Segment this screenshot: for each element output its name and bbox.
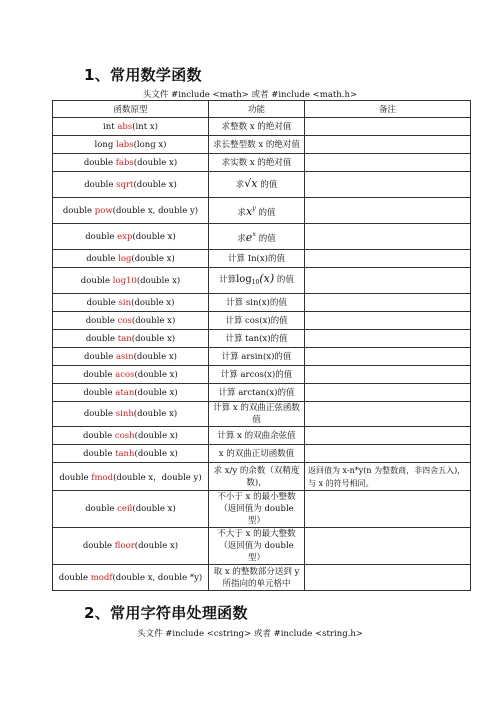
function-name: exp [117,231,133,242]
cell-prototype: double floor(double x) [53,528,209,565]
cell-prototype: double sinh(double x) [53,402,209,427]
function-name: ceil [117,504,133,514]
cell-note [305,268,471,294]
section-1-title: 1、常用数学函数 [84,66,202,84]
cell-prototype: double fmod(double x，double y) [53,463,209,491]
table-row [53,491,471,528]
cell-note [305,402,471,427]
cell-note [305,198,471,224]
cell-note [305,224,471,250]
cell-note [305,366,471,384]
function-name: log [118,253,132,264]
cell-note [305,348,471,366]
cell-function: 计算 In(x)的值 [209,250,305,268]
table-row [53,330,471,348]
function-name: sqrt [116,179,134,190]
function-name: tan [117,333,132,344]
cell-prototype: long labs(long x) [53,136,209,154]
cell-function: x 的双曲正切函数值 [209,445,305,463]
cell-function [209,268,305,294]
header-prototype: 函数原型 [53,101,209,118]
cell-function: 不小于 x 的最小整数（返回值为 double 型） [209,491,305,528]
cell-function: 计算 arsin(x)的值 [209,348,305,366]
cell-prototype: double log(double x) [53,250,209,268]
cell-prototype: double log10(double x) [53,268,209,294]
section-1-caption: 头文件 #include <math> 或者 #include <math.h> [142,90,358,100]
cell-function [209,198,305,224]
table-row [53,565,471,591]
cell-prototype: double asin(double x) [53,348,209,366]
cell-prototype: int abs(int x) [53,118,209,136]
function-name: cos [117,315,132,326]
cell-note [305,528,471,565]
table-row [53,294,471,312]
cell-note [305,330,471,348]
table-row [53,348,471,366]
table-row [53,268,471,294]
cell-prototype: double acos(double x) [53,366,209,384]
cell-prototype: double exp(double x) [53,224,209,250]
section-2-title: 2、常用字符串处理函数 [84,604,248,622]
section-2-caption: 头文件 #include <cstring> 或者 #include <string.h> [137,629,363,639]
table-row [53,463,471,491]
function-name: acos [115,369,135,380]
table-row [53,427,471,445]
math-functions-table [52,100,471,591]
table-row [53,118,471,136]
cell-note [305,427,471,445]
function-name: sin [118,297,132,308]
header-function: 功能 [209,101,305,118]
function-name: sinh [115,409,134,419]
header-note: 备注 [305,101,471,118]
table-row [53,528,471,565]
function-name: abs [117,121,133,132]
cell-note [305,154,471,172]
cell-note [305,172,471,198]
table-row [53,136,471,154]
table-row [53,445,471,463]
cell-function: 求长整型数 x 的绝对值 [209,136,305,154]
cell-note [305,565,471,591]
formula-exp: 求$e^x$ 的值 [237,230,276,244]
cell-prototype: double fabs(double x) [53,154,209,172]
table-row [53,366,471,384]
cell-function: 计算 arcos(x)的值 [209,366,305,384]
function-name: asin [115,351,134,362]
cell-prototype: double tan(double x) [53,330,209,348]
cell-function: 求实数 x 的绝对值 [209,154,305,172]
table-row [53,198,471,224]
cell-function: 求 x/y 的余数（双精度数)， [209,463,305,491]
cell-function: 计算 tan(x)的值 [209,330,305,348]
cell-prototype: double tanh(double x) [53,445,209,463]
cell-note [305,312,471,330]
cell-function [209,172,305,198]
cell-note [305,445,471,463]
cell-note [305,384,471,402]
cell-function: 取 x 的整数部分送到 y 所指向的单元格中 [209,565,305,591]
cell-function: 求整数 x 的绝对值 [209,118,305,136]
cell-function [209,224,305,250]
cell-prototype: double sin(double x) [53,294,209,312]
cell-note [305,491,471,528]
cell-note: 返回值为 x-n*y(n 为整数商，非四舍五入)，与 x 的符号相同。 [305,463,471,491]
formula-log10: 计算$\log_{10}(x)$ 的值 [219,271,294,286]
cell-prototype: double cos(double x) [53,312,209,330]
cell-note [305,118,471,136]
table-row [53,172,471,198]
function-name: tanh [115,448,135,459]
table-row [53,384,471,402]
cell-note [305,294,471,312]
formula-sqrt: 求√x 的值 [235,177,278,190]
table-row [53,250,471,268]
function-name: labs [115,139,134,150]
cell-prototype: double ceil(double x) [53,491,209,528]
table-row [53,402,471,427]
cell-prototype: double modf(double x, double *y) [53,565,209,591]
cell-note [305,250,471,268]
table-row [53,312,471,330]
cell-function: 计算 arctan(x)的值 [209,384,305,402]
cell-function: 计算 cos(x)的值 [209,312,305,330]
cell-function: 计算 sin(x)的值 [209,294,305,312]
cell-prototype: double sqrt(double x) [53,172,209,198]
table-row [53,154,471,172]
function-name: floor [114,541,135,551]
cell-function: 计算 x 的双曲余弦值 [209,427,305,445]
cell-prototype: double cosh(double x) [53,427,209,445]
cell-function: 计算 x 的双曲正弦函数值 [209,402,305,427]
cell-prototype: double atan(double x) [53,384,209,402]
table-row [53,224,471,250]
function-name: pow [94,205,113,216]
function-name: cosh [114,430,135,441]
function-name: atan [115,387,135,398]
cell-function: 不大于 x 的最大整数（返回值为 double 型） [209,528,305,565]
function-name: fmod [91,472,114,483]
function-name: fabs [115,157,134,168]
table-header-row [53,101,471,118]
function-name: modf [90,572,113,583]
cell-note [305,136,471,154]
cell-prototype: double pow(double x, double y) [53,198,209,224]
function-name: log10 [112,275,137,286]
formula-pow: 求$x^y$ 的值 [237,204,276,218]
